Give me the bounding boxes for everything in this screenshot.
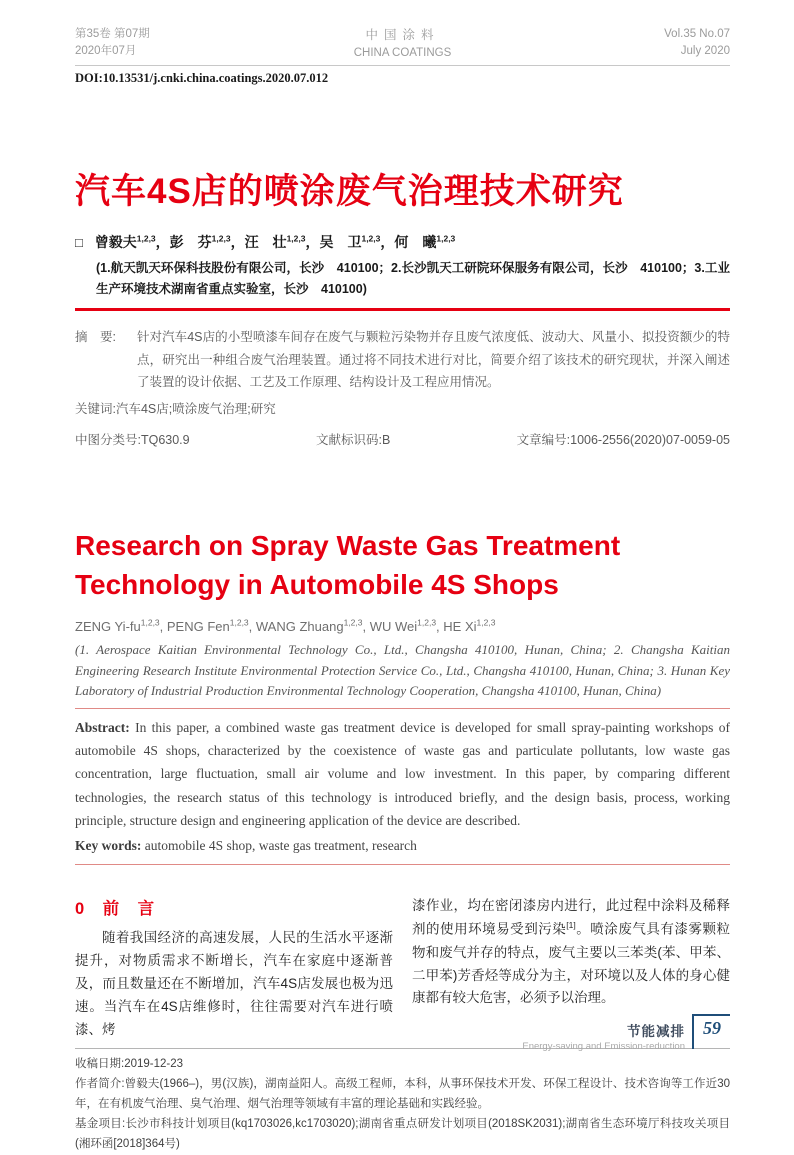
footnote-text: 2019-12-23 <box>124 1057 184 1070</box>
footer-column-cn: 节能减排 <box>627 1024 685 1039</box>
author-separator: ， <box>155 234 170 250</box>
header-left <box>75 26 245 61</box>
footer-column-title <box>522 1020 685 1052</box>
author-name: WANG Zhuang <box>255 619 344 635</box>
article-title-en: Research on Spray Waste Gas Treatment Technology in Automobile 4S Shops <box>75 529 621 600</box>
author <box>75 619 167 634</box>
author-separator: , <box>159 619 167 635</box>
author <box>256 619 370 634</box>
body-right-text: 。喷涂废气具有漆雾颗粒物和废气并存的特点，废气主要以三苯类(苯、甲苯、二甲苯)芳香烃等成分为主，对环境以及人体的身心健康都有较大危害，必须予以治理。 <box>412 921 731 1006</box>
author-affil-sup: 1,2,3 <box>361 233 381 244</box>
author <box>394 234 455 250</box>
author-separator: ， <box>305 234 320 250</box>
author <box>170 234 245 250</box>
author-affil-sup: 1,2,3 <box>136 233 156 244</box>
journal-name-cn: 中国涂料 <box>365 28 440 42</box>
author-affil-sup: 1,2,3 <box>343 618 363 629</box>
article-meta-row <box>75 430 730 448</box>
author <box>245 234 320 250</box>
author-affil-sup: 1,2,3 <box>436 233 456 244</box>
keywords-cn-text: 汽车4S店;喷涂废气治理;研究 <box>115 401 276 416</box>
footnote-fund <box>75 1114 730 1154</box>
body-column-left <box>75 895 393 1042</box>
header-volume-cn: 第35卷 第07期 <box>75 28 150 40</box>
footnote-label: 作者简介: <box>75 1078 125 1090</box>
footnote-label: 收稿日期: <box>75 1057 125 1070</box>
page-footer <box>522 1014 730 1052</box>
footnote-text: 长沙市科技计划项目(kq1703026,kc1703020);湖南省重点研发计划项目(2018SK2031);湖南省生态环境厅科技攻关项目(湘环函[2018]364号) <box>75 1118 730 1151</box>
header-center <box>354 26 452 62</box>
author-name: 汪 壮 <box>244 234 287 250</box>
abstract-en-label: Abstract: <box>75 719 130 735</box>
author-name: HE Xi <box>443 619 477 635</box>
author-name: 曾毅夫 <box>94 234 137 250</box>
author <box>319 234 394 250</box>
footnote-bio <box>75 1074 730 1114</box>
red-rule <box>75 308 730 311</box>
footnote-text: 曾毅夫(1966–)，男(汉族)，湖南益阳人。高级工程师，本科，从事环保技术开发、环保工程设计、技术咨询等工作近30年，在有机废气治理、臭气治理、烟气治理等领域有丰富的理论基础和实践经验。 <box>75 1078 730 1111</box>
author-separator: ， <box>380 234 395 250</box>
keywords-en-text: automobile 4S shop, waste gas treatment, research <box>144 837 417 853</box>
author-name: PENG Fen <box>166 619 230 635</box>
author-affil-sup: 1,2,3 <box>211 233 231 244</box>
author-name: 何 曦 <box>394 234 437 250</box>
abstract-cn-label: 摘 要: <box>75 330 116 345</box>
header-divider <box>75 65 730 66</box>
keywords-cn-label: 关键词: <box>75 401 116 416</box>
author <box>443 619 495 634</box>
keywords-cn <box>75 399 730 417</box>
affiliations-en: (1. Aerospace Kaitian Environmental Technology Co., Ltd., Changsha 410100, Hunan, China; 2. Changsha Kaitian Engineering Research Institute Environmental Protection Service Co., Ltd., Changsha 410100, Hunan, China; 3. Hunan Key Laboratory of Industrial Production Environmental Technology Cooperation, Changsha 410100, Hunan, China) <box>75 642 730 698</box>
journal-header <box>75 26 730 62</box>
author-marker-icon: □ <box>75 235 83 250</box>
abstract-en <box>75 716 730 832</box>
body-right-text: 漆作业，均在密闭漆房内进行，此过程中涂料及稀释剂的使用环境易受到污染 <box>412 898 730 937</box>
author-separator: ， <box>230 234 245 250</box>
abstract-cn-text: 针对汽车4S店的小型喷漆车间存在废气与颗粒污染物并存且废气浓度低、波动大、风量小、拟投资额少的特点，研究出一种组合废气治理装置。通过将不同技术进行对比，简要介绍了该技术的研究现状，并深入阐述了装置的设计依据、工艺及工作原理、结构设计及工程应用情况。 <box>137 330 730 390</box>
citation-ref: [1] <box>566 920 576 931</box>
authors-en <box>75 618 730 634</box>
document-code: 文献标识码:B <box>315 432 391 447</box>
author-separator: , <box>248 619 256 635</box>
author-name: 吴 卫 <box>319 234 362 250</box>
article-id: 文章编号:1006-2556(2020)07-0059-05 <box>516 432 730 447</box>
article-title-cn: 汽车4S店的喷涂废气治理技术研究 <box>75 172 624 211</box>
author-name: WU Wei <box>369 619 418 635</box>
footnotes <box>75 1054 730 1155</box>
author <box>95 234 170 250</box>
author-affil-sup: 1,2,3 <box>229 618 249 629</box>
author <box>370 619 444 634</box>
page-number: 59 <box>692 1014 730 1049</box>
section-heading: 0 前 言 <box>75 900 156 919</box>
author-separator: , <box>436 619 444 635</box>
clc-number: 中图分类号:TQ630.9 <box>75 432 190 447</box>
header-date-cn: 2020年07月 <box>75 45 137 58</box>
abstract-cn <box>75 326 730 394</box>
author-affil-sup: 1,2,3 <box>417 618 437 629</box>
author-affil-sup: 1,2,3 <box>286 233 306 244</box>
authors-cn <box>75 232 730 252</box>
author <box>167 619 256 634</box>
author-separator: , <box>362 619 370 635</box>
abstract-en-text: In this paper, a combined waste gas treatment device is developed for small spray-painting workshops of automobile 4S shops, characterized by the coexistence of waste gas and particulate pollutants, low waste gas concentration, large fluctuation, small air volume and low investment. In this paper, by comparing different technologies, the research status of this technology is introduced briefly, and the design basis, process, working principle, structure design and engineering application of the device are described. <box>75 719 730 828</box>
author-name: ZENG Yi-fu <box>75 619 141 635</box>
author-affil-sup: 1,2,3 <box>476 618 496 629</box>
header-date-en: July 2020 <box>680 45 730 58</box>
journal-name-en: CHINA COATINGS <box>353 46 452 59</box>
author-affil-sup: 1,2,3 <box>140 618 160 629</box>
doi-line: DOI:10.13531/j.cnki.china.coatings.2020.07.012 <box>75 71 329 85</box>
header-right <box>560 26 730 61</box>
footer-column-en: Energy-saving and Emission-reduction <box>522 1041 685 1052</box>
footnote-label: 基金项目: <box>75 1118 126 1131</box>
pink-rule-top <box>75 708 730 709</box>
keywords-en <box>75 834 730 857</box>
pink-rule-bottom <box>75 864 730 865</box>
affiliations-cn: (1.航天凯天环保科技股份有限公司，长沙 410100；2.长沙凯天工研院环保服务有限公司，长沙 410100；3.工业生产环境技术湖南省重点实验室，长沙 410100) <box>96 261 730 296</box>
keywords-en-label: Key words: <box>75 837 142 853</box>
body-paragraph-right <box>412 895 730 1010</box>
body-paragraph-left: 随着我国经济的高速发展，人民的生活水平逐渐提升，对物质需求不断增长，汽车在家庭中逐渐普及，而且数量还在不断增加，汽车4S店发展也极为迅速。当汽车在4S店维修时，往往需要对汽车进行喷漆、烤 <box>75 930 393 1037</box>
author-name: 彭 芬 <box>169 234 212 250</box>
footnote-received <box>75 1054 730 1074</box>
header-volume-en: Vol.35 No.07 <box>664 28 730 40</box>
